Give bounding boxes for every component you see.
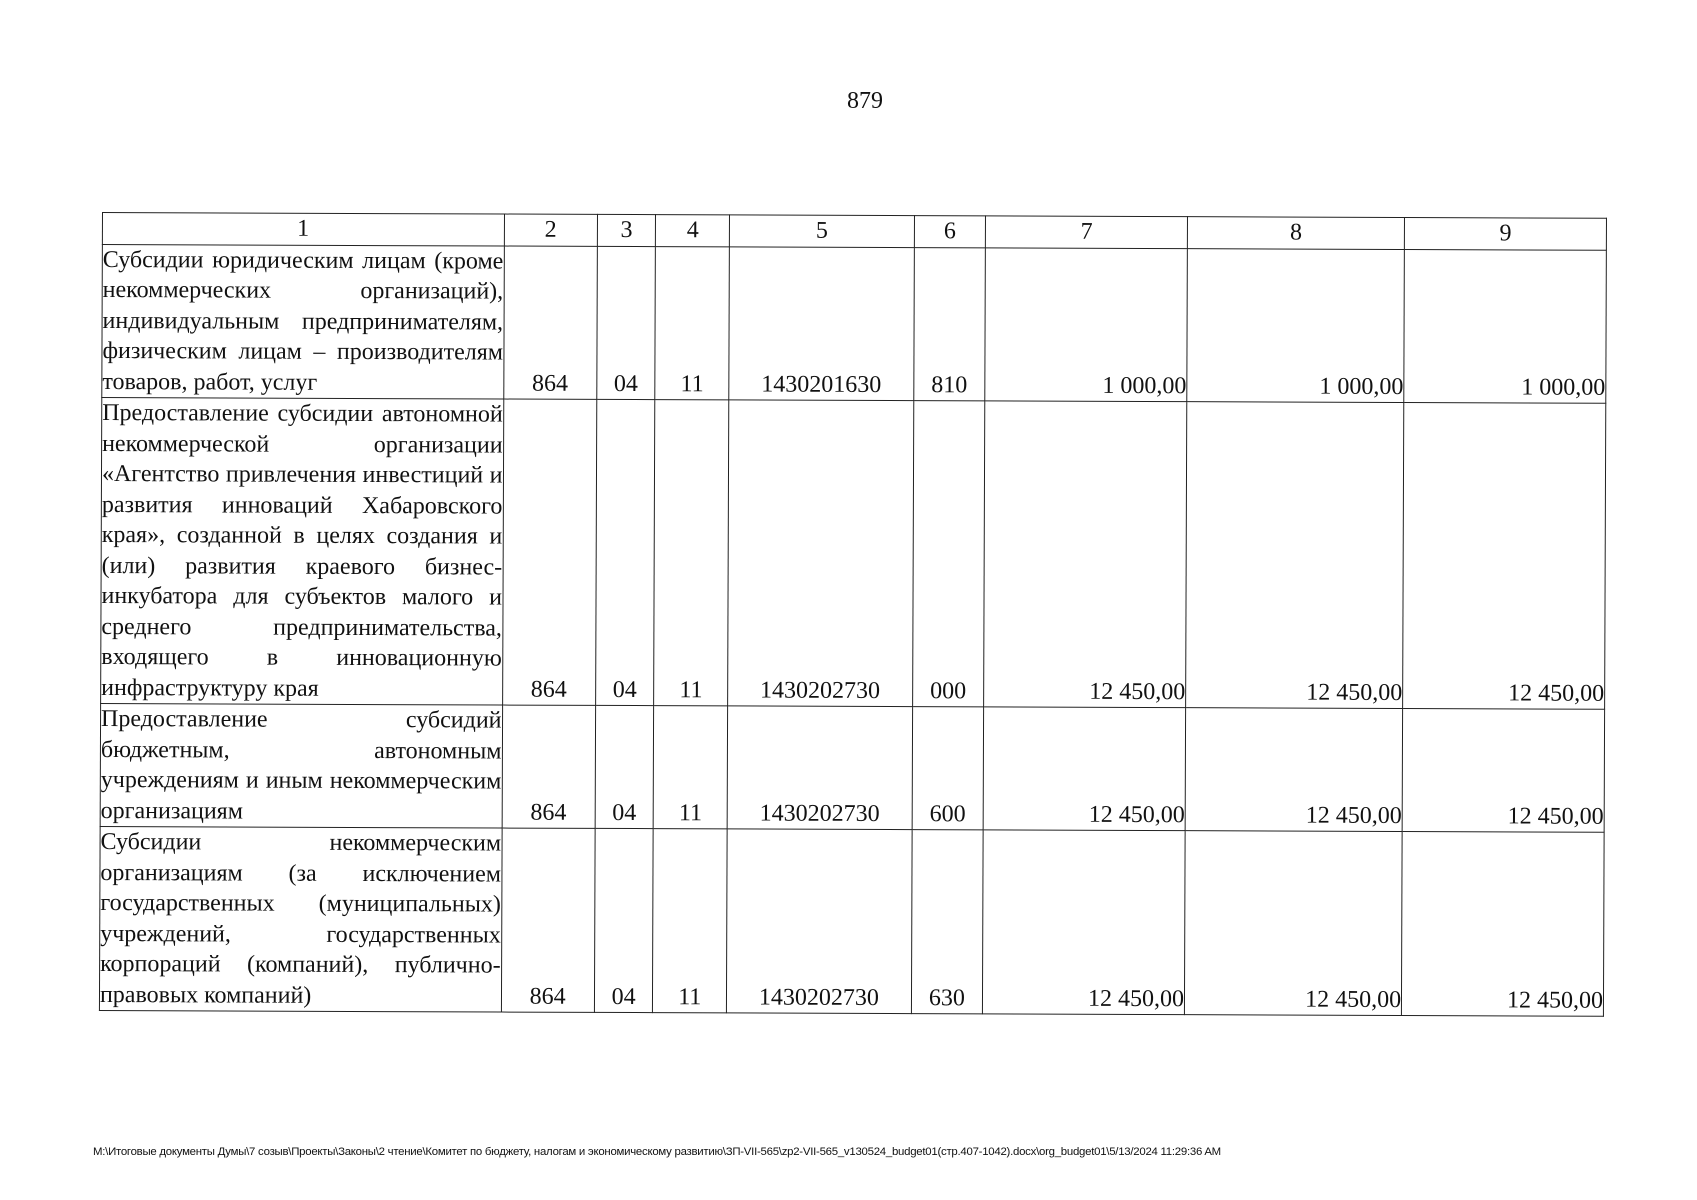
column-header: 8 (1187, 217, 1404, 249)
target-article-code: 1430202730 (728, 400, 914, 707)
column-header: 7 (986, 216, 1188, 248)
section-code: 04 (597, 246, 656, 400)
amount-col8: 12 450,00 (1186, 402, 1404, 709)
amount-col7: 12 450,00 (983, 707, 1185, 831)
expense-type-code: 630 (911, 830, 983, 1014)
section-code: 04 (594, 828, 653, 1012)
ministry-code: 864 (502, 705, 596, 828)
section-code: 04 (595, 399, 655, 705)
table-row (100, 703, 1604, 832)
amount-col7: 12 450,00 (983, 830, 1186, 1015)
item-description: Субсидии некоммерческим организациям (за исключением государственных (муниципальных) учреждений, государственных корпораций (компаний), публично-правовых компаний) (99, 826, 501, 1012)
target-article-code: 1430202730 (727, 829, 912, 1014)
table-row (99, 826, 1604, 1016)
table-row (102, 244, 1607, 403)
amount-col9: 1 000,00 (1404, 249, 1606, 403)
table-row (101, 398, 1606, 710)
subsection-code: 11 (655, 246, 729, 400)
amount-col8: 12 450,00 (1185, 831, 1403, 1016)
subsection-code: 11 (653, 829, 727, 1013)
expense-type-code: 000 (912, 401, 985, 707)
amount-col7: 12 450,00 (984, 401, 1187, 708)
item-description: Предоставление субсидии автономной некоммерческой организации «Агентство привлечения инвестиций и развития инноваций Хабаровского края», созданной в целях создания и (или) развития краевого бизнес-инкубатора для субъектов малого и среднего предпринимательства, входящего в инновационную инфраструктуру края (101, 398, 504, 706)
subsection-code: 11 (654, 706, 728, 829)
amount-col8: 12 450,00 (1185, 708, 1402, 832)
expense-type-code: 600 (912, 707, 984, 830)
amount-col9: 12 450,00 (1403, 403, 1606, 710)
amount-col8: 1 000,00 (1187, 248, 1405, 402)
ministry-code: 864 (503, 246, 597, 400)
column-header: 2 (504, 214, 597, 246)
page-number: 879 (847, 88, 883, 114)
ministry-code: 864 (501, 828, 595, 1012)
amount-col9: 12 450,00 (1402, 708, 1604, 832)
item-description: Предоставление субсидий бюджетным, автономным учреждениям и иным некоммерческим организациям (100, 703, 502, 828)
column-header: 3 (597, 214, 656, 246)
document-file-path: M:\Итоговые документы Думы\7 созыв\Проекты\Законы\2 чтение\Комитет по бюджету, налогам и экономическому развитию\ЗП-VII-565\zp2-VII-565_v130524_budget01(стр.407-1042).docx\org_budget01\5/13/2024 11:29:36 AM (93, 1146, 1221, 1158)
column-header: 5 (730, 215, 915, 247)
amount-col7: 1 000,00 (985, 247, 1187, 401)
budget-table-container (99, 212, 1607, 1017)
subsection-code: 11 (654, 400, 729, 706)
column-header: 6 (914, 216, 986, 248)
column-header: 9 (1404, 218, 1606, 250)
expense-type-code: 810 (913, 247, 985, 401)
section-code: 04 (595, 705, 654, 828)
column-header: 1 (102, 213, 504, 246)
target-article-code: 1430202730 (727, 706, 912, 830)
ministry-code: 864 (502, 399, 596, 705)
amount-col9: 12 450,00 (1402, 831, 1605, 1016)
target-article-code: 1430201630 (729, 246, 914, 400)
column-header: 4 (656, 215, 730, 247)
budget-table (99, 212, 1607, 1017)
item-description: Субсидии юридическим лицам (кроме некоммерческих организаций), индивидуальным предпринимателям, физическим лицам – производителям товаров, работ, услуг (102, 244, 504, 399)
